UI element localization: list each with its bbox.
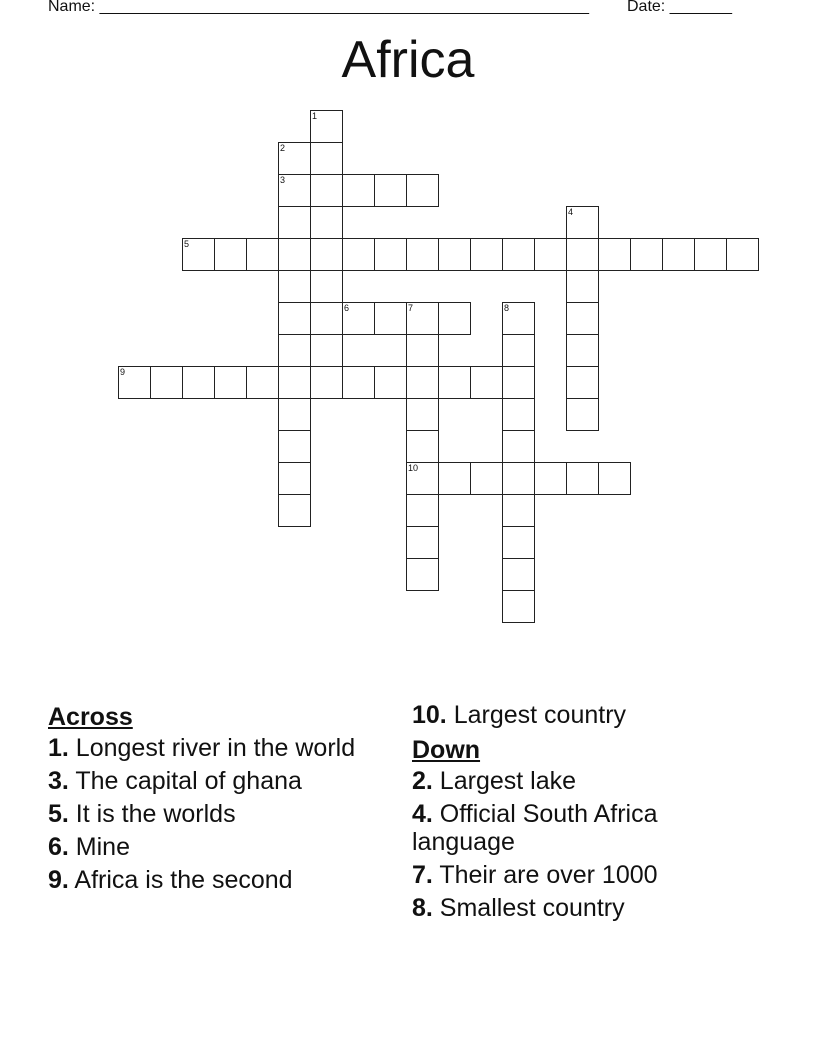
name-field-label: Name: _______________________________________________________: [48, 0, 589, 15]
clue-text: Their are over 1000: [432, 861, 658, 889]
crossword-cell[interactable]: [566, 206, 599, 239]
crossword-cell[interactable]: [406, 366, 439, 399]
crossword-cell[interactable]: [406, 174, 439, 207]
clue-down-4: [412, 800, 752, 856]
crossword-cell[interactable]: [278, 302, 311, 335]
clue-number-label: 3: [280, 175, 286, 185]
crossword-cell[interactable]: [534, 462, 567, 495]
crossword-cell[interactable]: [406, 334, 439, 367]
crossword-cell[interactable]: [662, 238, 695, 271]
clue-text: It is the worlds: [68, 800, 236, 828]
clue-down-7: [412, 861, 752, 889]
crossword-cell[interactable]: [374, 238, 407, 271]
clue-number-label: 7: [408, 303, 414, 313]
crossword-cell[interactable]: [278, 174, 311, 207]
clue-text: Smallest country: [432, 894, 625, 922]
date-field-label: Date: _______: [627, 0, 732, 15]
crossword-cell[interactable]: [406, 430, 439, 463]
crossword-cell[interactable]: [406, 526, 439, 559]
clue-number: 10.: [412, 701, 447, 729]
clue-text: Official South Africa language: [412, 800, 658, 856]
clue-number-label: 1: [312, 111, 318, 121]
clue-across-1: [48, 734, 368, 762]
crossword-cell[interactable]: [406, 462, 439, 495]
clue-number-label: 9: [120, 367, 126, 377]
clue-number-label: 6: [344, 303, 350, 313]
crossword-cell[interactable]: [310, 334, 343, 367]
crossword-cell[interactable]: [214, 238, 247, 271]
crossword-cell[interactable]: [502, 526, 535, 559]
crossword-cell[interactable]: [310, 238, 343, 271]
crossword-cell[interactable]: [470, 366, 503, 399]
crossword-cell[interactable]: [502, 302, 535, 335]
crossword-cell[interactable]: [278, 334, 311, 367]
clue-across-3: [48, 767, 368, 795]
crossword-cell[interactable]: [438, 302, 471, 335]
crossword-cell[interactable]: [438, 238, 471, 271]
crossword-cell[interactable]: [310, 366, 343, 399]
crossword-cell[interactable]: [278, 462, 311, 495]
crossword-cell[interactable]: [374, 174, 407, 207]
clue-number: 6.: [48, 833, 69, 861]
crossword-cell[interactable]: [406, 494, 439, 527]
clue-across-5: [48, 800, 368, 828]
clue-number-label: 10: [408, 463, 419, 473]
crossword-cell[interactable]: [182, 238, 215, 271]
crossword-cell[interactable]: [310, 174, 343, 207]
crossword-cell[interactable]: [246, 366, 279, 399]
crossword-cell[interactable]: [598, 462, 631, 495]
crossword-cell[interactable]: [342, 366, 375, 399]
crossword-cell[interactable]: [598, 238, 631, 271]
clue-text: The capital of ghana: [68, 767, 302, 795]
crossword-cell[interactable]: [502, 398, 535, 431]
crossword-cell[interactable]: [342, 302, 375, 335]
crossword-cell[interactable]: [566, 238, 599, 271]
clue-across-10: [412, 701, 752, 729]
clue-number: 3.: [48, 767, 69, 795]
clue-down-2: [412, 767, 752, 795]
crossword-cell[interactable]: [278, 142, 311, 175]
clue-text: Longest river in the world: [68, 734, 356, 762]
crossword-cell[interactable]: [406, 238, 439, 271]
crossword-cell[interactable]: [566, 462, 599, 495]
clue-across-6: [48, 833, 368, 861]
crossword-cell[interactable]: [502, 462, 535, 495]
crossword-cell[interactable]: [406, 558, 439, 591]
crossword-cell[interactable]: [502, 558, 535, 591]
clue-number: 7.: [412, 861, 433, 889]
clues-column-left: [48, 701, 368, 899]
clue-across-9: [48, 866, 368, 894]
crossword-cell[interactable]: [342, 174, 375, 207]
clue-text: Mine: [68, 833, 130, 861]
crossword-cell[interactable]: [406, 302, 439, 335]
clue-down-8: [412, 894, 752, 922]
crossword-cell[interactable]: [246, 238, 279, 271]
crossword-cell[interactable]: [726, 238, 759, 271]
clue-number: 4.: [412, 800, 433, 828]
clue-number: 8.: [412, 894, 433, 922]
clue-number-label: 5: [184, 239, 190, 249]
clues-column-right: [412, 701, 752, 927]
crossword-cell[interactable]: [502, 238, 535, 271]
crossword-cell[interactable]: [310, 110, 343, 143]
crossword-cell[interactable]: [374, 366, 407, 399]
crossword-cell[interactable]: [342, 238, 375, 271]
crossword-cell[interactable]: [310, 206, 343, 239]
crossword-cell[interactable]: [502, 430, 535, 463]
across-heading: Across: [48, 703, 133, 731]
crossword-cell[interactable]: [278, 366, 311, 399]
down-heading: Down: [412, 736, 481, 764]
clue-text: Largest lake: [432, 767, 576, 795]
crossword-cell[interactable]: [278, 494, 311, 527]
crossword-cell[interactable]: [502, 334, 535, 367]
crossword-cell[interactable]: [502, 590, 535, 623]
crossword-cell[interactable]: [310, 270, 343, 303]
clue-number: 1.: [48, 734, 69, 762]
crossword-cell[interactable]: [566, 270, 599, 303]
crossword-cell[interactable]: [278, 206, 311, 239]
crossword-cell[interactable]: [406, 398, 439, 431]
clue-number-label: 4: [568, 207, 574, 217]
crossword-cell[interactable]: [694, 238, 727, 271]
crossword-cell[interactable]: [310, 302, 343, 335]
crossword-cell[interactable]: [566, 302, 599, 335]
crossword-cell[interactable]: [278, 238, 311, 271]
crossword-cell[interactable]: [438, 462, 471, 495]
clue-number-label: 2: [280, 143, 286, 153]
crossword-cell[interactable]: [438, 366, 471, 399]
crossword-cell[interactable]: [502, 366, 535, 399]
crossword-cell[interactable]: [374, 302, 407, 335]
clue-number: 5.: [48, 800, 69, 828]
crossword-cell[interactable]: [118, 366, 151, 399]
crossword-cell[interactable]: [182, 366, 215, 399]
crossword-cell[interactable]: [470, 462, 503, 495]
crossword-cell[interactable]: [278, 430, 311, 463]
page-title: Africa: [341, 31, 475, 89]
crossword-cell[interactable]: [566, 334, 599, 367]
clue-text: Africa is the second: [68, 866, 293, 894]
crossword-cell[interactable]: [150, 366, 183, 399]
crossword-cell[interactable]: [502, 494, 535, 527]
crossword-cell[interactable]: [470, 238, 503, 271]
crossword-cell[interactable]: [566, 398, 599, 431]
crossword-cell[interactable]: [214, 366, 247, 399]
crossword-cell[interactable]: [566, 366, 599, 399]
clue-number: 9.: [48, 866, 69, 894]
crossword-cell[interactable]: [310, 142, 343, 175]
crossword-cell[interactable]: [630, 238, 663, 271]
clue-text: Largest country: [446, 701, 627, 729]
crossword-cell[interactable]: [278, 270, 311, 303]
crossword-cell[interactable]: [534, 238, 567, 271]
clue-number: 2.: [412, 767, 433, 795]
clue-number-label: 8: [504, 303, 510, 313]
crossword-cell[interactable]: [278, 398, 311, 431]
